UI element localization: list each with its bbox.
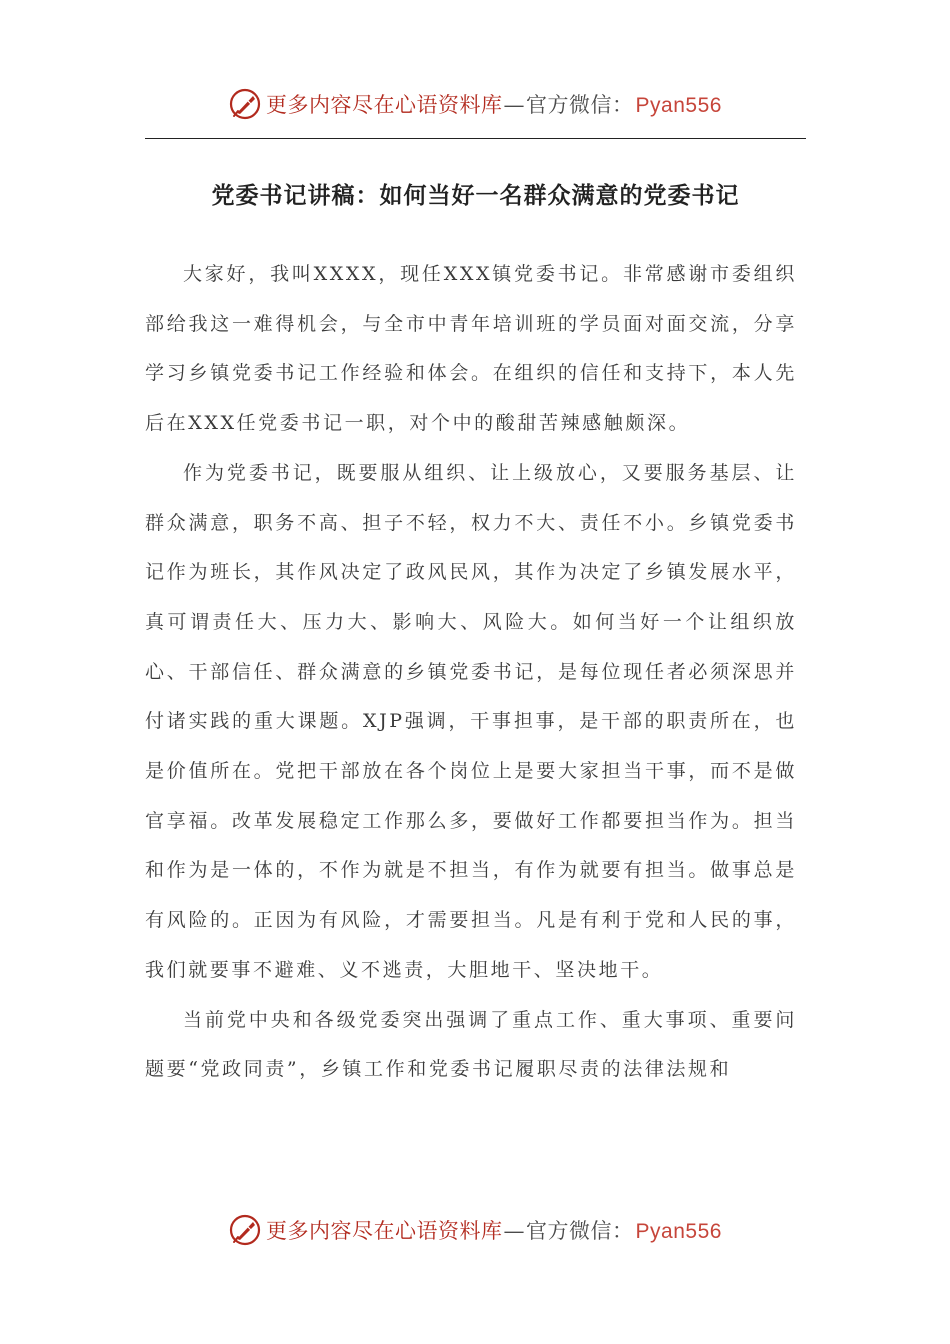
footer-wechat-id: Pyan556 [635,1220,722,1243]
quill-logo-icon [228,1213,262,1247]
banner-wechat-id: Pyan556 [635,94,722,117]
footer-main-text: 更多内容尽在心语资料库 [266,1219,503,1243]
banner-dash: — [503,93,526,117]
header-watermark-banner [0,82,950,126]
footer-dash: — [503,1219,526,1243]
footer-wechat-label: 官方微信： [526,1219,634,1243]
document-title: 党委书记讲稿：如何当好一名群众满意的党委书记 [211,182,740,209]
banner-main-text: 更多内容尽在心语资料库 [266,93,503,117]
banner-wechat-label: 官方微信： [526,93,634,117]
paragraph: 作为党委书记，既要服从组织、让上级放心，又要服务基层、让群众满意，职务不高、担子不轻，权力不大、责任不小。乡镇党委书记作为班长，其作风决定了政风民风，其作为决定了乡镇发展水平，真可谓责任大、压力大、影响大、风险大。如何当好一个让组织放心、干部信任、群众满意的乡镇党委书记，是每位现任者必须深思并付诸实践的重大课题。XJP强调，干事担事，是干部的职责所在，也是价值所在。党把干部放在各个岗位上是要大家担当干事，而不是做官享福。改革发展稳定工作那么多，要做好工作都要担当作为。担当和作为是一体的，不作为就是不担当，有作为就要有担当。做事总是有风险的。正因为有风险，才需要担当。凡是有利于党和人民的事，我们就要事不避难、义不逃责，大胆地干、坚决地干。 [145,461,797,981]
paragraph: 当前党中央和各级党委突出强调了重点工作、重大事项、重要问题要“党政同责”，乡镇工作和党委书记履职尽责的法律法规和 [145,1008,797,1081]
paragraph: 大家好，我叫XXXX，现任XXX镇党委书记。非常感谢市委组织部给我这一难得机会，与全市中青年培训班的学员面对面交流，分享学习乡镇党委书记工作经验和体会。在组织的信任和支持下，本人先后在XXX任党委书记一职，对个中的酸甜苦辣感触颇深。 [145,263,797,435]
document-body [145,250,797,1095]
footer-watermark-banner [0,1208,950,1252]
header-divider [145,138,806,139]
quill-logo-icon [228,87,262,121]
